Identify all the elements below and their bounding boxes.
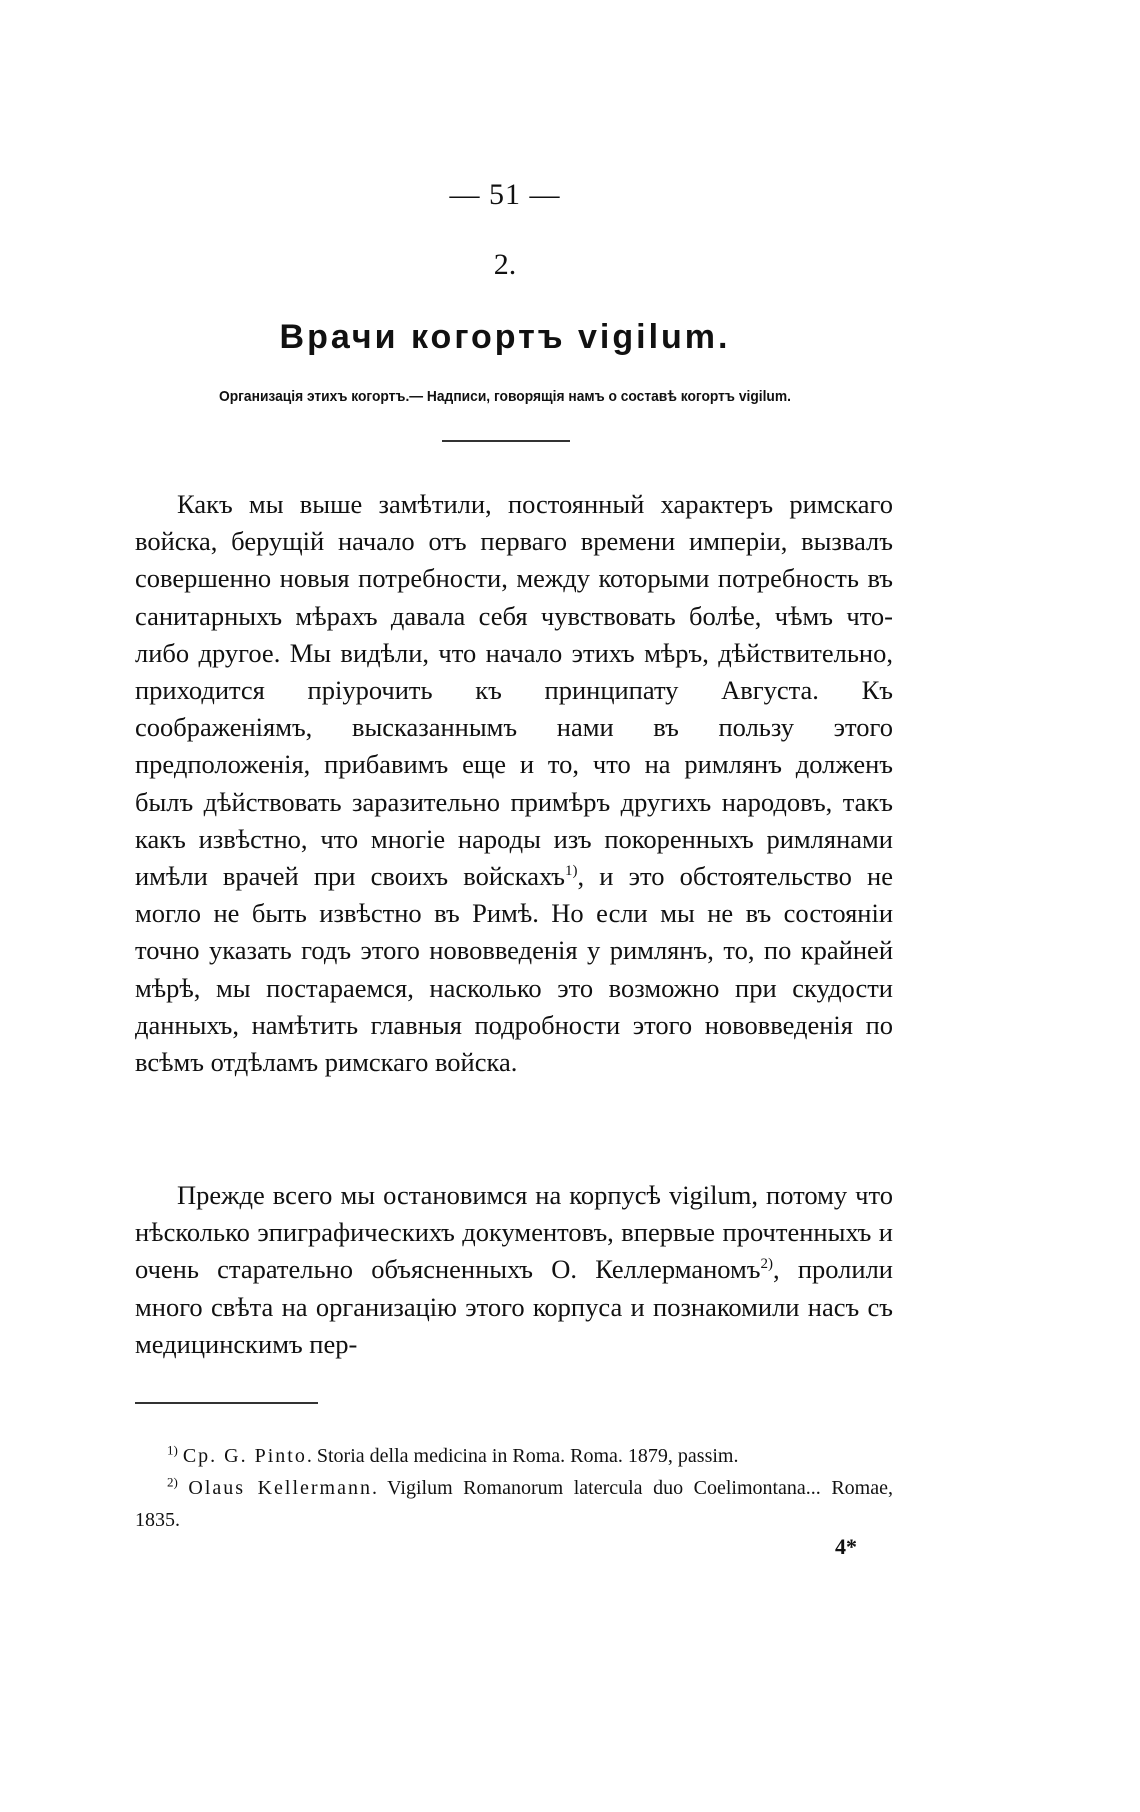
footnote-1-marker: 1) (167, 1442, 178, 1458)
footnote-divider (135, 1402, 318, 1404)
footnote-ref-2[interactable]: 2) (760, 1256, 773, 1273)
paragraph-1-text-b: , и это обстоятельство не могло не быть извѣстно въ Римѣ. Но если мы не въ состояніи точно указать годъ этого нововведенія у римлянъ, то, по крайней мѣрѣ, мы постараемся, насколько это возможно при скудости данныхъ, намѣтить главныя подробности этого нововведенія по всѣмъ отдѣламъ римскаго войска. (135, 861, 893, 1078)
section-number: 2. (493, 248, 517, 281)
footnotes (135, 1440, 893, 1536)
footnote-2-marker: 2) (167, 1474, 178, 1490)
page-number: — 51 — (449, 178, 561, 211)
footnote-ref-1[interactable]: 1) (564, 863, 578, 880)
chapter-subtitle: Организація этихъ когортъ.— Надписи, говорящія намъ о составѣ когортъ vigilum. (219, 388, 791, 405)
paragraph-2-text-a: Прежде всего мы остановимся на корпусѣ vigilum, потому что нѣсколько эпиграфическихъ документовъ, впервые прочтенныхъ и очень старательно объясненныхъ О. Келлерманомъ (135, 1180, 893, 1285)
paragraph-2-text-b: , пролили много свѣта на организацію этого корпуса и познакомили насъ съ медицинскимъ пер- (135, 1254, 893, 1359)
footnote-1-author: Cp. G. Pinto (182, 1445, 307, 1467)
footnote-1-text: . Storia della medicina in Roma. Roma. 1879, passim. (306, 1445, 739, 1467)
body-paragraph-1 (135, 486, 893, 1081)
footnote-2-text: . Vigilum Romanorum latercula duo Coelimontana... Romae, 1835. (135, 1477, 893, 1531)
footnote-1 (135, 1440, 893, 1472)
chapter-title: Врачи когортъ vigilum. (279, 318, 731, 356)
body-paragraph-2 (135, 1177, 893, 1363)
signature-mark: 4* (835, 1534, 857, 1559)
footnote-2 (135, 1472, 893, 1536)
footnote-2-author: Olaus Kellermann (188, 1477, 372, 1499)
title-divider (442, 440, 570, 442)
paragraph-1-text-a: Какъ мы выше замѣтили, постоянный характеръ римскаго войска, берущій начало отъ перваго времени имперіи, вызвалъ совершенно новыя потребности, между которыми потребность въ санитарныхъ мѣрахъ давала себя чувствовать болѣе, чѣмъ что-либо другое. Мы видѣли, что начало этихъ мѣръ, дѣйствительно, приходится пріурочить къ принципату Августа. Къ соображеніямъ, высказаннымъ нами въ пользу этого предположенія, прибавимъ еще и то, что на римлянъ долженъ былъ дѣйствовать заразительно примѣръ другихъ народовъ, такъ какъ извѣстно, что многіе народы изъ покоренныхъ римлянами имѣли врачей при своихъ войскахъ (135, 489, 893, 892)
